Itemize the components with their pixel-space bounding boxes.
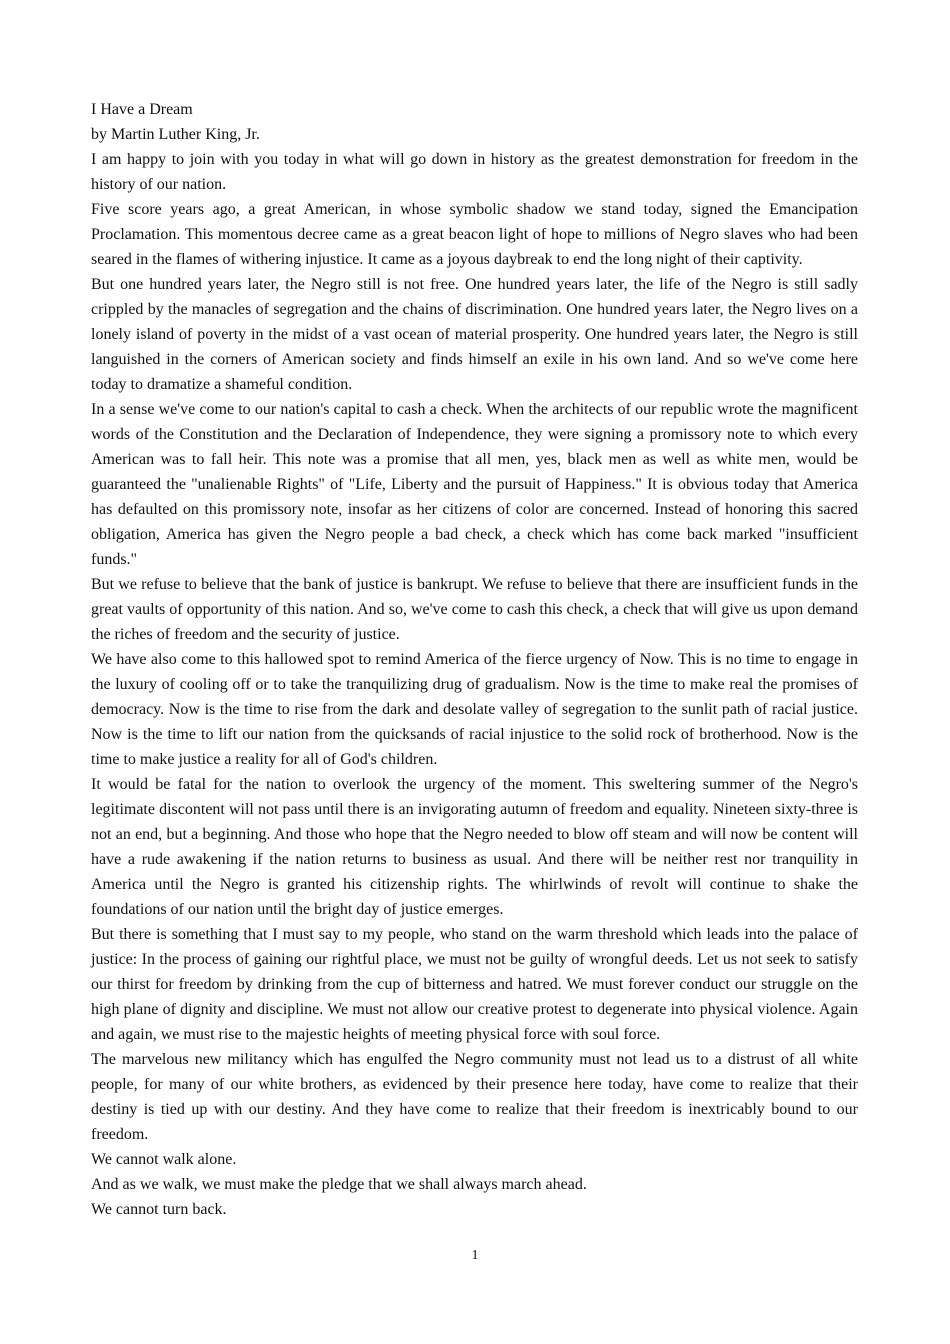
paragraph: I am happy to join with you today in what will go down in history as the greatest demonstration for freedom in the history of our nation. (91, 151, 858, 193)
paragraph: But we refuse to believe that the bank of justice is bankrupt. We refuse to believe that there are insufficient funds in the great vaults of opportunity of this nation. And so, we've come to cash this check, a check that will give us upon demand the riches of freedom and the security of justice. (91, 576, 858, 643)
paragraph: We cannot turn back. (91, 1201, 227, 1218)
document-title: I Have a Dream (91, 101, 193, 118)
paragraph: The marvelous new militancy which has engulfed the Negro community must not lead us to a distrust of all white people, for many of our white brothers, as evidenced by their presence here today, have come to realize that their destiny is tied up with our destiny. And they have come to realize that their freedom is inextricably bound to our freedom. (91, 1051, 858, 1143)
paragraph: But one hundred years later, the Negro still is not free. One hundred years later, the life of the Negro is still sadly crippled by the manacles of segregation and the chains of discrimination. One hundred years later, the Negro lives on a lonely island of poverty in the midst of a vast ocean of material prosperity. One hundred years later, the Negro is still languished in the corners of American society and finds himself an exile in his own land. And so we've come here today to dramatize a shameful condition. (91, 276, 858, 393)
page-number: 1 (471, 1248, 479, 1263)
paragraph: It would be fatal for the nation to overlook the urgency of the moment. This sweltering summer of the Negro's legitimate discontent will not pass until there is an invigorating autumn of freedom and equality. Nineteen sixty-three is not an end, but a beginning. And those who hope that the Negro needed to blow off steam and will now be content will have a rude awakening if the nation returns to business as usual. And there will be neither rest nor tranquility in America until the Negro is granted his citizenship rights. The whirlwinds of revolt will continue to shake the foundations of our nation until the bright day of justice emerges. (91, 776, 858, 918)
paragraph: And as we walk, we must make the pledge that we shall always march ahead. (91, 1176, 587, 1193)
paragraph: In a sense we've come to our nation's capital to cash a check. When the architects of our republic wrote the magnificent words of the Constitution and the Declaration of Independence, they were signing a promissory note to which every American was to fall heir. This note was a promise that all men, yes, black men as well as white men, would be guaranteed the "unalienable Rights" of "Life, Liberty and the pursuit of Happiness." It is obvious today that America has defaulted on this promissory note, insofar as her citizens of color are concerned. Instead of honoring this sacred obligation, America has given the Negro people a bad check, a check which has come back marked "insufficient funds." (91, 401, 858, 568)
paragraph: Five score years ago, a great American, in whose symbolic shadow we stand today, signed the Emancipation Proclamation. This momentous decree came as a great beacon light of hope to millions of Negro slaves who had been seared in the flames of withering injustice. It came as a joyous daybreak to end the long night of their captivity. (91, 201, 858, 268)
paragraph: We have also come to this hallowed spot to remind America of the fierce urgency of Now. This is no time to engage in the luxury of cooling off or to take the tranquilizing drug of gradualism. Now is the time to make real the promises of democracy. Now is the time to rise from the dark and desolate valley of segregation to the sunlit path of racial justice. Now is the time to lift our nation from the quicksands of racial injustice to the solid rock of brotherhood. Now is the time to make justice a reality for all of God's children. (91, 651, 858, 768)
paragraph: We cannot walk alone. (91, 1151, 237, 1168)
paragraph: But there is something that I must say to my people, who stand on the warm threshold which leads into the palace of justice: In the process of gaining our rightful place, we must not be guilty of wrongful deeds. Let us not seek to satisfy our thirst for freedom by drinking from the cup of bitterness and hatred. We must forever conduct our struggle on the high plane of dignity and discipline. We must not allow our creative protest to degenerate into physical violence. Again and again, we must rise to the majestic heights of meeting physical force with soul force. (91, 926, 858, 1043)
document-body (91, 97, 858, 1222)
document-author: by Martin Luther King, Jr. (91, 126, 260, 143)
